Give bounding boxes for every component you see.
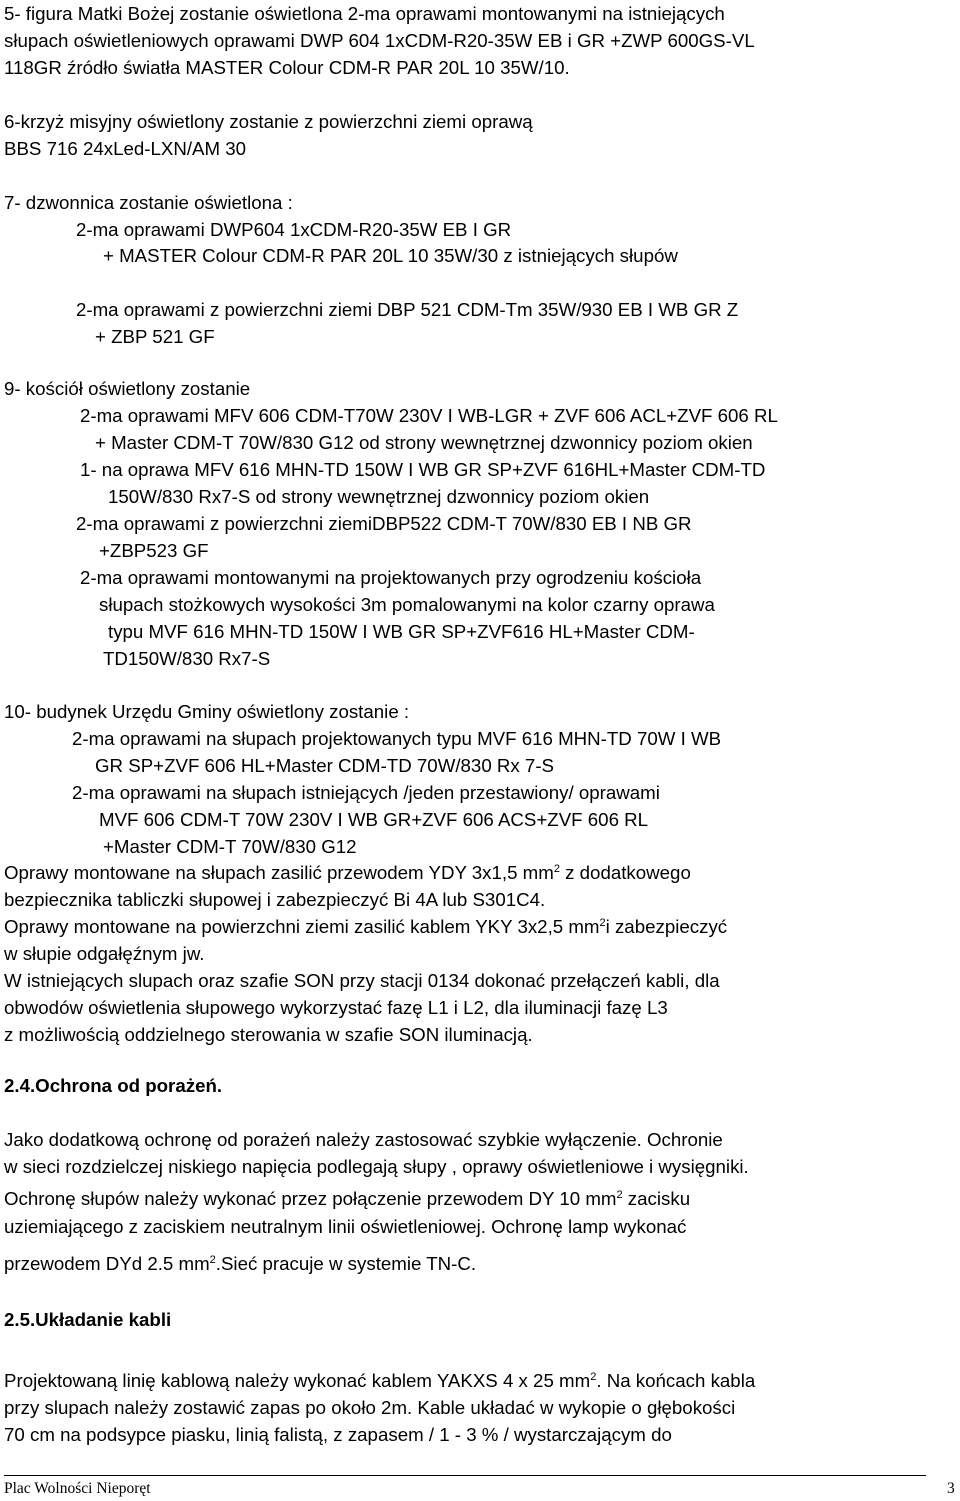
text-line: 2-ma oprawami na słupach istniejących /jeden przestawiony/ oprawami [72, 782, 660, 803]
text-line: 1- na oprawa MFV 616 MHN-TD 150W I WB GR SP+ZVF 616HL+Master CDM-TD [80, 459, 766, 480]
text-line: Projektowaną linię kablową należy wykonać kablem YAKXS 4 x 25 $mm^2$. Na końcach kabla [4, 1370, 756, 1391]
text-line: GR SP+ZVF 606 HL+Master CDM-TD 70W/830 Rx 7-S [95, 755, 555, 776]
text-line: bezpiecznika tabliczki słupowej i zabezpieczyć Bi 4A lub S301C4. [4, 889, 546, 910]
text-line: 2-ma oprawami na słupach projektowanych typu MVF 616 MHN-TD 70W I WB [72, 728, 722, 749]
text-line: W istniejących slupach oraz szafie SON przy stacji 0134 dokonać przełączeń kabli, dla [4, 970, 720, 991]
text-line: Ochronę słupów należy wykonać przez połączenie przewodem DY 10 $mm^2$ zacisku [4, 1188, 691, 1209]
text-line: + ZBP 521 GF [95, 326, 215, 347]
text-line: obwodów oświetlenia słupowego wykorzystać fazę L1 i L2, dla iluminacji fazę L3 [4, 997, 668, 1018]
text-line: Oprawy montowane na powierzchni ziemi zasilić kablem YKY 3x2,5 $mm^2i$ zabezpieczyć [4, 916, 728, 937]
footer-text: Plac Wolności Nieporęt [4, 1480, 151, 1497]
text-line: 70 cm na podsypce piasku, linią falistą, z zapasem / 1 - 3 % / wystarczającym do [4, 1424, 672, 1445]
text-line: 5- figura Matki Bożej zostanie oświetlona 2-ma oprawami montowanymi na istniejących [4, 3, 725, 24]
page-number: 3 [947, 1480, 955, 1497]
text-line: z możliwością oddzielnego sterowania w szafie SON iluminacją. [4, 1024, 533, 1045]
text-line: w słupie odgałęźnym jw. [4, 943, 205, 964]
text-line: przewodem DYd 2.5 $mm^2.Sieć$ pracuje w systemie TN-C. [4, 1253, 477, 1274]
text-line: 6-krzyż misyjny oświetlony zostanie z powierzchni ziemi oprawą [4, 111, 533, 132]
text-line: 2-ma oprawami montowanymi na projektowanych przy ogrodzeniu kościoła [80, 567, 702, 588]
section-heading: 2.4.Ochrona od porażeń. [4, 1075, 223, 1096]
text-line: Oprawy montowane na słupach zasilić przewodem YDY 3x1,5 $mm^2$ z dodatkowego [4, 862, 691, 883]
text-line: +ZBP523 GF [99, 540, 209, 561]
text-line: w sieci rozdzielczej niskiego napięcia podlegają słupy , oprawy oświetleniowe i wysięgniki. [4, 1156, 749, 1177]
text-line: 7- dzwonnica zostanie oświetlona : [4, 192, 293, 213]
text-line: +Master CDM-T 70W/830 G12 [103, 836, 357, 857]
text-line: słupach oświetleniowych oprawami DWP 604 1xCDM-R20-35W EB i GR +ZWP 600GS-VL [4, 30, 755, 51]
text-line: 2-ma oprawami z powierzchni ziemi DBP 521 CDM-Tm 35W/930 EB I WB GR Z [76, 299, 739, 320]
text-line: typu MVF 616 MHN-TD 150W I WB GR SP+ZVF616 HL+Master CDM- [108, 621, 695, 642]
text-line: uziemiającego z zaciskiem neutralnym linii oświetleniowej. Ochronę lamp wykonać [4, 1216, 687, 1237]
text-line: przy slupach należy zostawić zapas po około 2m. Kable układać w wykopie o głębokości [4, 1397, 736, 1418]
text-line: 10- budynek Urzędu Gminy oświetlony zostanie : [4, 701, 410, 722]
text-line: + Master CDM-T 70W/830 G12 od strony wewnętrznej dzwonnicy poziom okien [95, 432, 753, 453]
text-line: słupach stożkowych wysokości 3m pomalowanymi na kolor czarny oprawa [99, 594, 715, 615]
superscript: 2 [553, 862, 560, 875]
text-line: + MASTER Colour CDM-R PAR 20L 10 35W/30 z istniejących słupów [103, 245, 678, 266]
superscript: 2 [590, 1370, 597, 1383]
text-line: 150W/830 Rx7-S od strony wewnętrznej dzwonnicy poziom okien [108, 486, 650, 507]
text-line: BBS 716 24xLed-LXN/AM 30 [4, 138, 247, 159]
text-line: Jako dodatkową ochronę od porażeń należy zastosować szybkie wyłączenie. Ochronie [4, 1129, 723, 1150]
text-line: MVF 606 CDM-T 70W 230V I WB GR+ZVF 606 ACS+ZVF 606 RL [99, 809, 649, 830]
superscript: 2 [599, 916, 606, 929]
text-line: 118GR źródło światła MASTER Colour CDM-R PAR 20L 10 35W/10. [4, 57, 570, 78]
text-line: TD150W/830 Rx7-S [103, 648, 271, 669]
superscript: 2 [209, 1253, 216, 1266]
superscript: 2 [616, 1188, 623, 1201]
text-line: 2-ma oprawami DWP604 1xCDM-R20-35W EB I GR [76, 219, 512, 240]
section-heading: 2.5.Układanie kabli [4, 1309, 172, 1330]
footer-rule [4, 1475, 926, 1476]
text-line: 9- kościół oświetlony zostanie [4, 378, 251, 399]
text-line: 2-ma oprawami MFV 606 CDM-T70W 230V I WB-LGR + ZVF 606 ACL+ZVF 606 RL [80, 405, 778, 426]
text-line: 2-ma oprawami z powierzchni ziemiDBP522 CDM-T 70W/830 EB I NB GR [76, 513, 692, 534]
